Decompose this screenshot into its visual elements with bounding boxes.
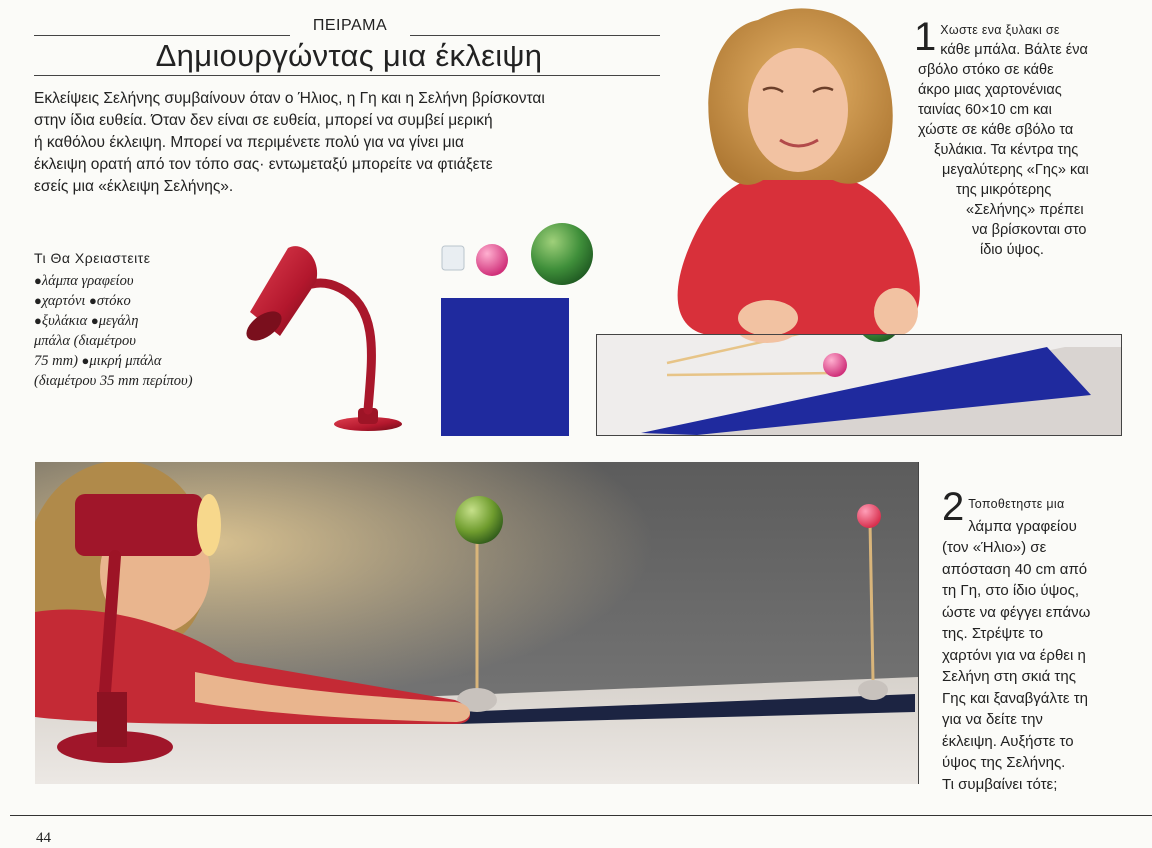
- step2-eclipse-scene: [35, 462, 918, 784]
- step2-line: απόσταση 40 cm από: [942, 560, 1088, 578]
- step2-number: 2: [942, 485, 965, 529]
- step2-line: Τι συμβαίνει τότε;: [942, 775, 1058, 793]
- material-item: λάμπα γραφείου: [41, 273, 134, 289]
- title-underline: [34, 75, 660, 76]
- materials-line: [34, 351, 234, 371]
- step2-line: έκλειψη. Αυξήστε το: [942, 732, 1074, 750]
- header-rule-left: [34, 35, 290, 36]
- step1-setup-photo: [596, 334, 1122, 436]
- header-rule-right: [410, 35, 660, 36]
- step2-line: (τον «Ήλιο») σε: [942, 539, 1047, 556]
- intro-line: έκλειψη ορατή από τον τόπο σας· εντωμεταξύ μπορείτε να φτιάξετε: [34, 156, 493, 173]
- material-item: μεγάλη: [98, 313, 139, 329]
- step1-setup-scene: [597, 335, 1121, 435]
- step1-line: κάθε μπάλα. Βάλτε ένα: [940, 42, 1088, 58]
- step2-line: Γης και ξαναβγάλτε τη: [942, 689, 1088, 707]
- intro-line: εσείς μια «έκλειψη Σελήνης».: [34, 178, 234, 195]
- step2-eclipse-photo: [35, 462, 918, 784]
- step2-text: [942, 485, 1122, 795]
- step1-line: «Σελήνης» πρέπει: [966, 202, 1084, 218]
- intro-line: Εκλείψεις Σελήνης συμβαίνουν όταν ο Ήλιος, η Γη και η Σελήνη βρίσκονται: [34, 90, 545, 107]
- photo-right-border: [918, 462, 919, 784]
- step1-line: ταινίας 60×10 cm και: [918, 102, 1052, 118]
- bullet: ●: [81, 353, 90, 368]
- step2-line: ώστε να φέγγει επάνω: [942, 603, 1091, 621]
- material-item: χαρτόνι: [41, 293, 86, 309]
- intro-paragraph: [34, 88, 654, 198]
- page-number: 44: [36, 830, 51, 846]
- step2-line: χαρτόνι για να έρθει η: [942, 646, 1086, 664]
- step1-line: μεγαλύτερης «Γης» και: [942, 162, 1089, 178]
- step1-line: άκρο μιας χαρτονένιας: [918, 82, 1062, 98]
- blue-card-illustration: [441, 298, 569, 436]
- step1-line: ξυλάκια. Τα κέντρα της: [934, 142, 1079, 158]
- materials-line: [34, 271, 234, 291]
- step2-line: ύψος της Σελήνης.: [942, 754, 1066, 771]
- step1-line: της μικρότερης: [956, 182, 1052, 198]
- intro-line: στην ίδια ευθεία. Όταν δεν είναι σε ευθεία, μπορεί να συμβεί μερική: [34, 112, 493, 129]
- step2-line: για να δείτε την: [942, 711, 1043, 728]
- bullet: ●: [34, 273, 42, 288]
- page-title: Δημιουργώντας μια έκλειψη: [155, 38, 543, 73]
- intro-line: ή καθόλου έκλειψη. Μπορεί να περιμένετε πολύ για να γίνει μια: [34, 134, 464, 151]
- step1-line: να βρίσκονται στο: [972, 222, 1087, 238]
- step1-girl-photo: [668, 0, 928, 340]
- step2-lead: Τοποθετηστε μια: [968, 497, 1065, 511]
- bullet: ●: [34, 293, 42, 308]
- materials-line: [34, 291, 234, 311]
- step2-line: της. Στρέψτε το: [942, 625, 1044, 642]
- bullet: ●: [90, 313, 99, 328]
- material-item: μπάλα (διαμέτρου: [34, 333, 136, 349]
- material-item: μικρή μπάλα: [89, 353, 162, 369]
- section-kicker: ΠΕΙΡΑΜΑ: [290, 17, 410, 35]
- material-item: 75 mm): [34, 353, 78, 369]
- material-item: (διαμέτρου 35 mm περίπου): [34, 373, 193, 389]
- page-bottom-rule: [10, 815, 1152, 816]
- bullet: ●: [89, 293, 97, 308]
- materials-heading: Τι Θα Χρειαστειτε: [34, 250, 151, 266]
- material-item: ξυλάκια: [41, 313, 88, 329]
- step1-line: ίδιο ύψος.: [980, 242, 1044, 258]
- materials-line: [34, 371, 234, 391]
- bullet: ●: [34, 313, 42, 328]
- step2-line: λάμπα γραφείου: [968, 517, 1077, 535]
- step1-number: 1: [914, 15, 937, 59]
- materials-line: [34, 331, 234, 351]
- desk-lamp-illustration: [240, 238, 410, 434]
- step1-line: χώστε σε κάθε σβόλο τα: [918, 122, 1074, 138]
- step1-text: [914, 15, 1114, 260]
- material-item: στόκο: [96, 293, 131, 309]
- materials-line: [34, 311, 234, 331]
- materials-illustration: [436, 220, 606, 292]
- step2-line: Σελήνη στη σκιά της: [942, 668, 1076, 685]
- materials-list: [34, 271, 234, 391]
- step1-lead: Χωστε ενα ξυλακι σε: [940, 23, 1060, 37]
- step1-line: σβόλο στόκο σε κάθε: [918, 62, 1054, 78]
- step2-line: τη Γη, στο ίδιο ύψος,: [942, 582, 1080, 599]
